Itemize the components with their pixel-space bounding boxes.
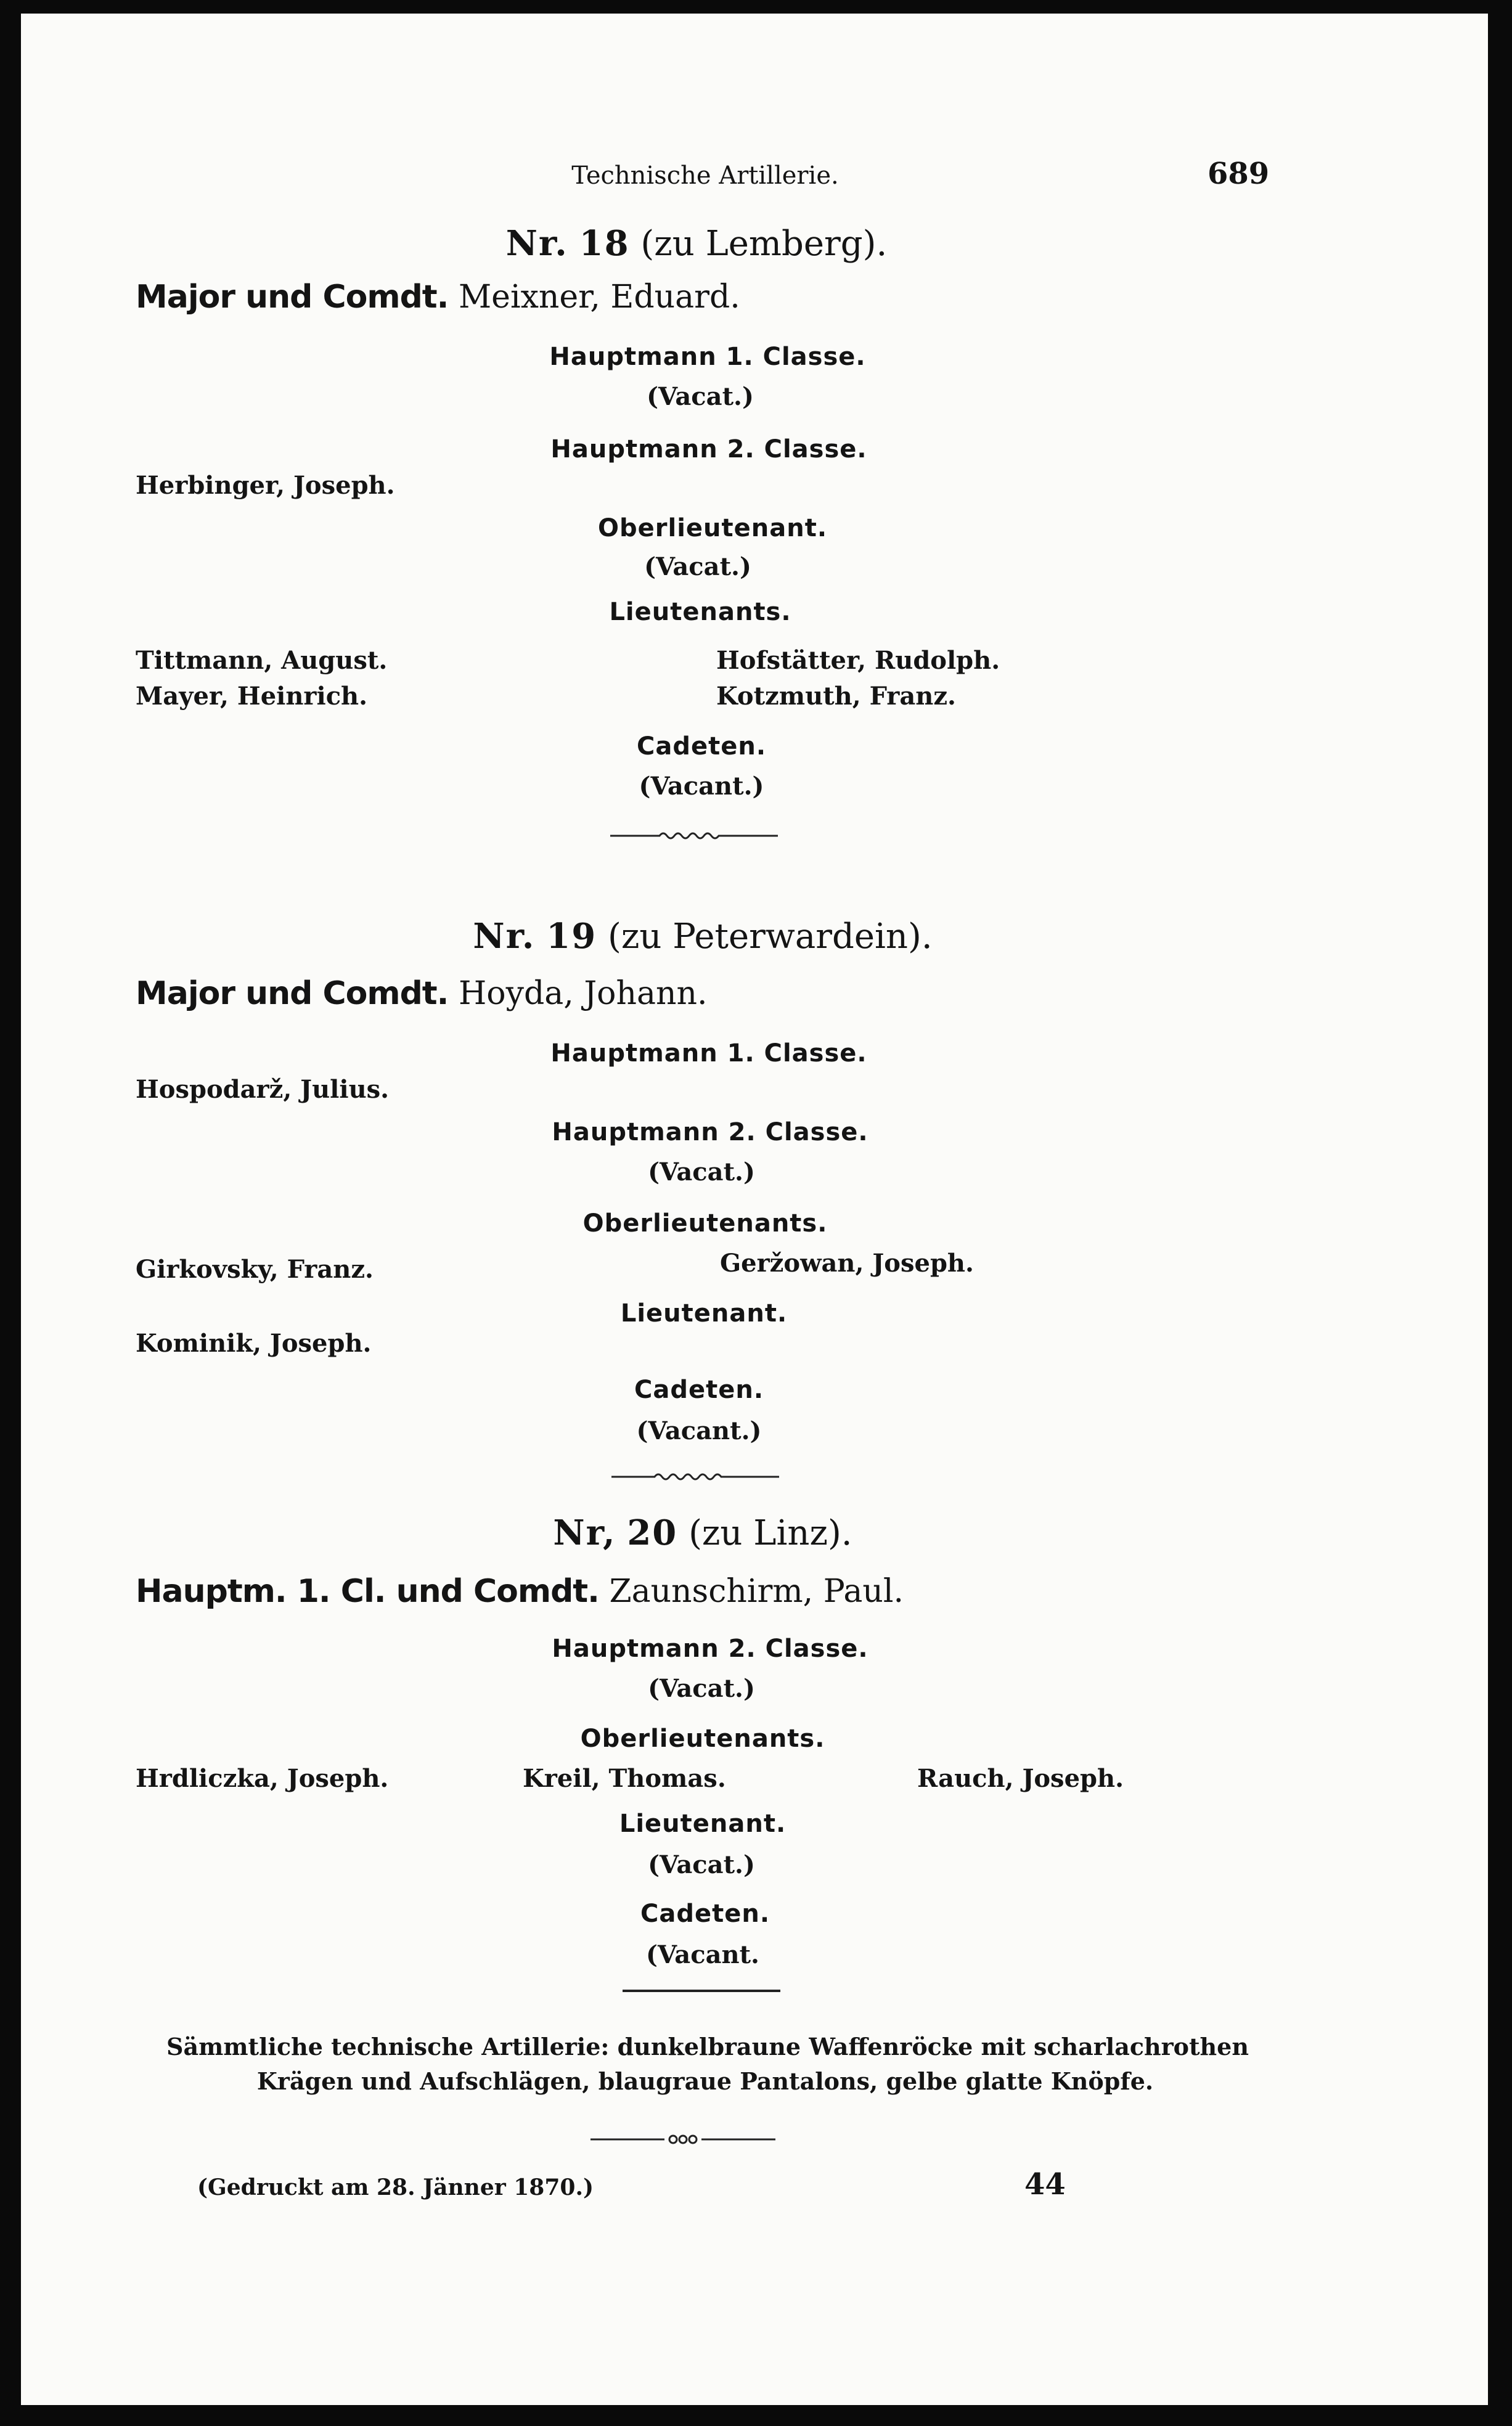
signature-number: 44 xyxy=(1024,2167,1066,2202)
officer-name: Tittmann, August. xyxy=(136,646,388,675)
section-divider-ornament xyxy=(611,1469,779,1483)
horizontal-rule xyxy=(623,1990,780,1992)
nr-number: 20 xyxy=(627,1513,678,1553)
nr-location: (zu Peterwardein). xyxy=(607,917,933,957)
officer-name: Girkovsky, Franz. xyxy=(136,1255,374,1284)
running-title: Technische Artillerie. xyxy=(571,161,839,190)
nr-number: 18 xyxy=(579,223,630,264)
commander-name: Meixner, Eduard. xyxy=(458,279,740,316)
vacant-label: (Vacant.) xyxy=(639,772,764,801)
officer-name: Hospodarž, Julius. xyxy=(136,1075,390,1104)
vacant-label: (Vacant. xyxy=(646,1940,759,1969)
commander-line-18 xyxy=(136,279,740,316)
rank-heading: Cadeten. xyxy=(640,1900,770,1928)
officer-name: Kominik, Joseph. xyxy=(136,1329,372,1358)
rank-heading: Cadeten. xyxy=(634,1376,764,1404)
officer-name: Herbinger, Joseph. xyxy=(136,471,395,500)
rank-heading: Oberlieutenants. xyxy=(582,1209,828,1238)
commander-name: Hoyda, Johann. xyxy=(458,975,708,1012)
officer-name: Geržowan, Joseph. xyxy=(720,1249,974,1278)
footnote-line: Krägen und Aufschlägen, blaugraue Pantalons, gelbe glatte Knöpfe. xyxy=(256,2067,1154,2095)
nr-prefix: Nr, xyxy=(553,1513,616,1553)
vacant-label: (Vacat.) xyxy=(648,1158,755,1186)
vacant-label: (Vacat.) xyxy=(648,1674,755,1703)
rank-heading: Hauptmann 2. Classe. xyxy=(552,1118,868,1146)
vacant-label: (Vacat.) xyxy=(647,382,754,411)
commander-title: Major und Comdt. xyxy=(136,279,449,316)
nr-location: (zu Lemberg). xyxy=(640,224,888,264)
section-heading-19 xyxy=(473,916,932,957)
commander-line-20 xyxy=(136,1573,904,1610)
rank-heading: Oberlieutenants. xyxy=(580,1725,825,1753)
nr-location: (zu Linz). xyxy=(689,1513,852,1553)
nr-number: 19 xyxy=(546,916,597,957)
officer-name: Kotzmuth, Franz. xyxy=(716,682,956,711)
section-divider-ornament xyxy=(610,828,778,842)
nr-prefix: Nr. xyxy=(473,916,536,957)
commander-title: Major und Comdt. xyxy=(136,975,449,1012)
officer-name: Hrdliczka, Joseph. xyxy=(136,1764,389,1793)
nr-prefix: Nr. xyxy=(505,223,568,264)
page-number: 689 xyxy=(1208,157,1270,191)
rank-heading: Hauptmann 1. Classe. xyxy=(550,1039,867,1068)
commander-title: Hauptm. 1. Cl. und Comdt. xyxy=(136,1573,599,1610)
rank-heading: Cadeten. xyxy=(636,732,767,761)
rank-heading: Lieutenant. xyxy=(620,1299,788,1328)
officer-name: Rauch, Joseph. xyxy=(917,1764,1124,1793)
section-heading-20 xyxy=(553,1513,852,1553)
rank-heading: Oberlieutenant. xyxy=(597,514,828,542)
rank-heading: Lieutenants. xyxy=(609,598,791,626)
section-heading-18 xyxy=(506,223,888,264)
officer-name: Mayer, Heinrich. xyxy=(136,682,368,711)
vacant-label: (Vacat.) xyxy=(644,552,751,581)
rank-heading: Hauptmann 2. Classe. xyxy=(550,435,867,464)
officer-name: Kreil, Thomas. xyxy=(523,1764,726,1793)
footnote-line: Sämmtliche technische Artillerie: dunkelbraune Waffenröcke mit scharlachrothen xyxy=(166,2033,1249,2060)
rank-heading: Hauptmann 2. Classe. xyxy=(552,1635,868,1663)
document-page xyxy=(21,14,1488,2405)
vacant-label: (Vacat.) xyxy=(648,1850,755,1879)
rank-heading: Hauptmann 1. Classe. xyxy=(549,343,866,371)
commander-name: Zaunschirm, Paul. xyxy=(609,1573,904,1610)
end-ornament xyxy=(590,2133,775,2146)
commander-line-19 xyxy=(136,975,707,1012)
rank-heading: Lieutenant. xyxy=(619,1810,787,1838)
print-date: (Gedruckt am 28. Jänner 1870.) xyxy=(197,2175,594,2200)
vacant-label: (Vacant.) xyxy=(636,1416,762,1445)
officer-name: Hofstätter, Rudolph. xyxy=(716,646,1000,675)
